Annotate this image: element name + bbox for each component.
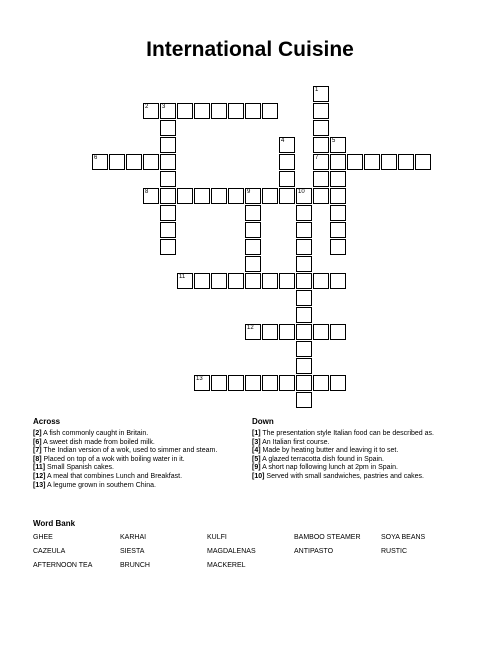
grid-cell[interactable] (313, 120, 329, 136)
grid-cell[interactable] (296, 256, 312, 272)
grid-cell[interactable] (211, 188, 227, 204)
grid-cell[interactable] (245, 222, 261, 238)
grid-cell[interactable] (296, 188, 312, 204)
clue-number: [5] (252, 455, 261, 463)
grid-cell[interactable] (296, 205, 312, 221)
grid-cell[interactable] (313, 137, 329, 153)
grid-cell[interactable] (160, 103, 176, 119)
grid-cell[interactable] (245, 205, 261, 221)
grid-cell[interactable] (330, 324, 346, 340)
word-bank-item: CAZEULA (33, 548, 66, 555)
grid-cell[interactable] (262, 375, 278, 391)
grid-cell[interactable] (330, 273, 346, 289)
grid-cell[interactable] (245, 188, 261, 204)
clue-text: The Indian version of a wok, used to simmer and steam. (41, 447, 218, 455)
grid-cell[interactable] (143, 188, 159, 204)
grid-cell[interactable] (160, 154, 176, 170)
grid-cell[interactable] (296, 290, 312, 306)
clue-number: 7 (315, 155, 319, 161)
grid-cell[interactable] (330, 205, 346, 221)
clue-number: 2 (145, 104, 149, 110)
grid-cell[interactable] (296, 307, 312, 323)
clue-number: 4 (281, 138, 285, 144)
clue-text: A fish commonly caught in Britain. (41, 430, 149, 437)
word-bank-item: RUSTIC (381, 548, 408, 555)
grid-cell[interactable] (228, 103, 244, 119)
down-clue (252, 447, 434, 456)
grid-cell[interactable] (313, 154, 329, 170)
word-bank-item: AFTERNOON TEA (33, 562, 93, 569)
word-bank-item: SOYA BEANS (381, 534, 426, 541)
grid-cell[interactable] (194, 103, 210, 119)
across-clue (33, 430, 217, 439)
clue-number: [13] (33, 481, 46, 489)
clue-number: [9] (252, 464, 261, 472)
word-bank-item: GHEE (33, 534, 53, 541)
word-bank-title: Word Bank (33, 519, 76, 528)
grid-cell[interactable] (381, 154, 397, 170)
grid-cell[interactable] (279, 324, 295, 340)
grid-cell[interactable] (364, 154, 380, 170)
grid-cell[interactable] (296, 341, 312, 357)
clue-text: The presentation style Italian food can be described as. (260, 430, 434, 437)
across-clue (33, 439, 217, 448)
clue-number: [8] (33, 455, 42, 463)
clue-number: 8 (145, 189, 149, 195)
clue-number: [2] (33, 430, 42, 437)
clue-text: A legume grown in southern China. (45, 481, 156, 489)
grid-cell[interactable] (194, 375, 210, 391)
across-clue-list (33, 430, 217, 490)
grid-cell[interactable] (330, 375, 346, 391)
grid-cell[interactable] (262, 324, 278, 340)
grid-cell[interactable] (109, 154, 125, 170)
grid-cell[interactable] (160, 171, 176, 187)
grid-cell[interactable] (313, 188, 329, 204)
word-bank-item: SIESTA (120, 548, 145, 555)
clue-number: 13 (196, 376, 203, 382)
across-heading: Across (33, 417, 61, 426)
grid-cell[interactable] (160, 188, 176, 204)
down-clue (252, 473, 434, 482)
down-clue (252, 439, 434, 448)
grid-cell[interactable] (160, 205, 176, 221)
clue-number: 11 (179, 274, 186, 280)
word-bank-item: MAGDALENAS (207, 548, 256, 555)
grid-cell[interactable] (228, 188, 244, 204)
clue-number: 1 (315, 87, 319, 93)
grid-cell[interactable] (245, 375, 261, 391)
down-clue (252, 430, 434, 439)
clue-text: A short nap following lunch at 2pm in Spain. (260, 464, 398, 472)
grid-cell[interactable] (347, 154, 363, 170)
grid-cell[interactable] (296, 392, 312, 408)
grid-cell[interactable] (211, 103, 227, 119)
clue-number: [11] (33, 464, 46, 472)
grid-cell[interactable] (177, 103, 193, 119)
grid-cell[interactable] (211, 273, 227, 289)
grid-cell[interactable] (313, 273, 329, 289)
grid-cell[interactable] (313, 324, 329, 340)
grid-cell[interactable] (296, 222, 312, 238)
grid-cell[interactable] (245, 103, 261, 119)
grid-cell[interactable] (279, 375, 295, 391)
grid-cell[interactable] (296, 324, 312, 340)
grid-cell[interactable] (160, 120, 176, 136)
across-clue (33, 482, 217, 491)
grid-cell[interactable] (330, 171, 346, 187)
clue-text: Served with small sandwiches, pastries and cakes. (264, 472, 424, 480)
grid-cell[interactable] (143, 154, 159, 170)
down-clue-list (252, 430, 434, 482)
grid-cell[interactable] (296, 273, 312, 289)
grid-cell[interactable] (245, 273, 261, 289)
grid-cell[interactable] (177, 188, 193, 204)
clue-number: [1] (252, 430, 261, 437)
word-bank-item: BRUNCH (120, 562, 150, 569)
clue-number: 5 (332, 138, 336, 144)
grid-cell[interactable] (92, 154, 108, 170)
clue-number: 10 (298, 189, 305, 195)
grid-cell[interactable] (228, 375, 244, 391)
clue-number: [7] (33, 447, 42, 455)
clue-number: 12 (247, 325, 254, 331)
clue-text: A sweet dish made from boiled milk. (41, 438, 155, 446)
grid-cell[interactable] (160, 239, 176, 255)
grid-cell[interactable] (160, 137, 176, 153)
grid-cell[interactable] (160, 222, 176, 238)
grid-cell[interactable] (245, 256, 261, 272)
clue-number: [6] (33, 438, 42, 446)
grid-cell[interactable] (313, 375, 329, 391)
clue-text: Placed on top of a wok with boiling water in it. (41, 455, 185, 463)
word-bank-item: BAMBOO STEAMER (294, 534, 361, 541)
across-clue (33, 473, 217, 482)
grid-cell[interactable] (245, 239, 261, 255)
grid-cell[interactable] (330, 222, 346, 238)
clue-number: [3] (252, 438, 261, 446)
grid-cell[interactable] (262, 103, 278, 119)
grid-cell[interactable] (262, 188, 278, 204)
down-clue (252, 456, 434, 465)
grid-cell[interactable] (330, 239, 346, 255)
clue-number: [10] (252, 472, 265, 480)
grid-cell[interactable] (279, 154, 295, 170)
grid-cell[interactable] (228, 273, 244, 289)
grid-cell[interactable] (330, 188, 346, 204)
grid-cell[interactable] (296, 239, 312, 255)
grid-cell[interactable] (296, 375, 312, 391)
grid-cell[interactable] (313, 86, 329, 102)
word-bank-item: ANTIPASTO (294, 548, 334, 555)
word-bank-item: MACKEREL (207, 562, 246, 569)
across-clue (33, 447, 217, 456)
clue-text: Small Spanish cakes. (45, 464, 114, 472)
clue-text: An Italian first course. (260, 438, 330, 446)
clue-text: A meal that combines Lunch and Breakfast. (45, 472, 183, 480)
grid-cell[interactable] (313, 103, 329, 119)
grid-cell[interactable] (398, 154, 414, 170)
grid-cell[interactable] (330, 154, 346, 170)
across-clue (33, 464, 217, 473)
clue-number: 3 (162, 104, 166, 110)
grid-cell[interactable] (143, 103, 159, 119)
grid-cell[interactable] (279, 171, 295, 187)
clue-number: [12] (33, 472, 46, 480)
across-clue (33, 456, 217, 465)
grid-cell[interactable] (245, 324, 261, 340)
clue-number: 9 (247, 189, 251, 195)
down-clue (252, 464, 434, 473)
grid-cell[interactable] (211, 375, 227, 391)
clue-text: A glazed terracotta dish found in Spain. (260, 455, 384, 463)
grid-cell[interactable] (126, 154, 142, 170)
grid-cell[interactable] (279, 188, 295, 204)
grid-cell[interactable] (296, 358, 312, 374)
down-heading: Down (252, 417, 274, 426)
grid-cell[interactable] (194, 188, 210, 204)
page-title: International Cuisine (146, 38, 354, 61)
grid-cell[interactable] (415, 154, 431, 170)
clue-number: 6 (94, 155, 98, 161)
grid-cell[interactable] (279, 137, 295, 153)
word-bank-item: KARHAI (120, 534, 147, 541)
clue-text: Made by heating butter and leaving it to set. (260, 447, 399, 455)
clue-number: [4] (252, 447, 261, 455)
grid-cell[interactable] (313, 171, 329, 187)
grid-cell[interactable] (177, 273, 193, 289)
word-bank-item: KULFI (207, 534, 227, 541)
grid-cell[interactable] (262, 273, 278, 289)
grid-cell[interactable] (330, 137, 346, 153)
grid-cell[interactable] (194, 273, 210, 289)
grid-cell[interactable] (279, 273, 295, 289)
